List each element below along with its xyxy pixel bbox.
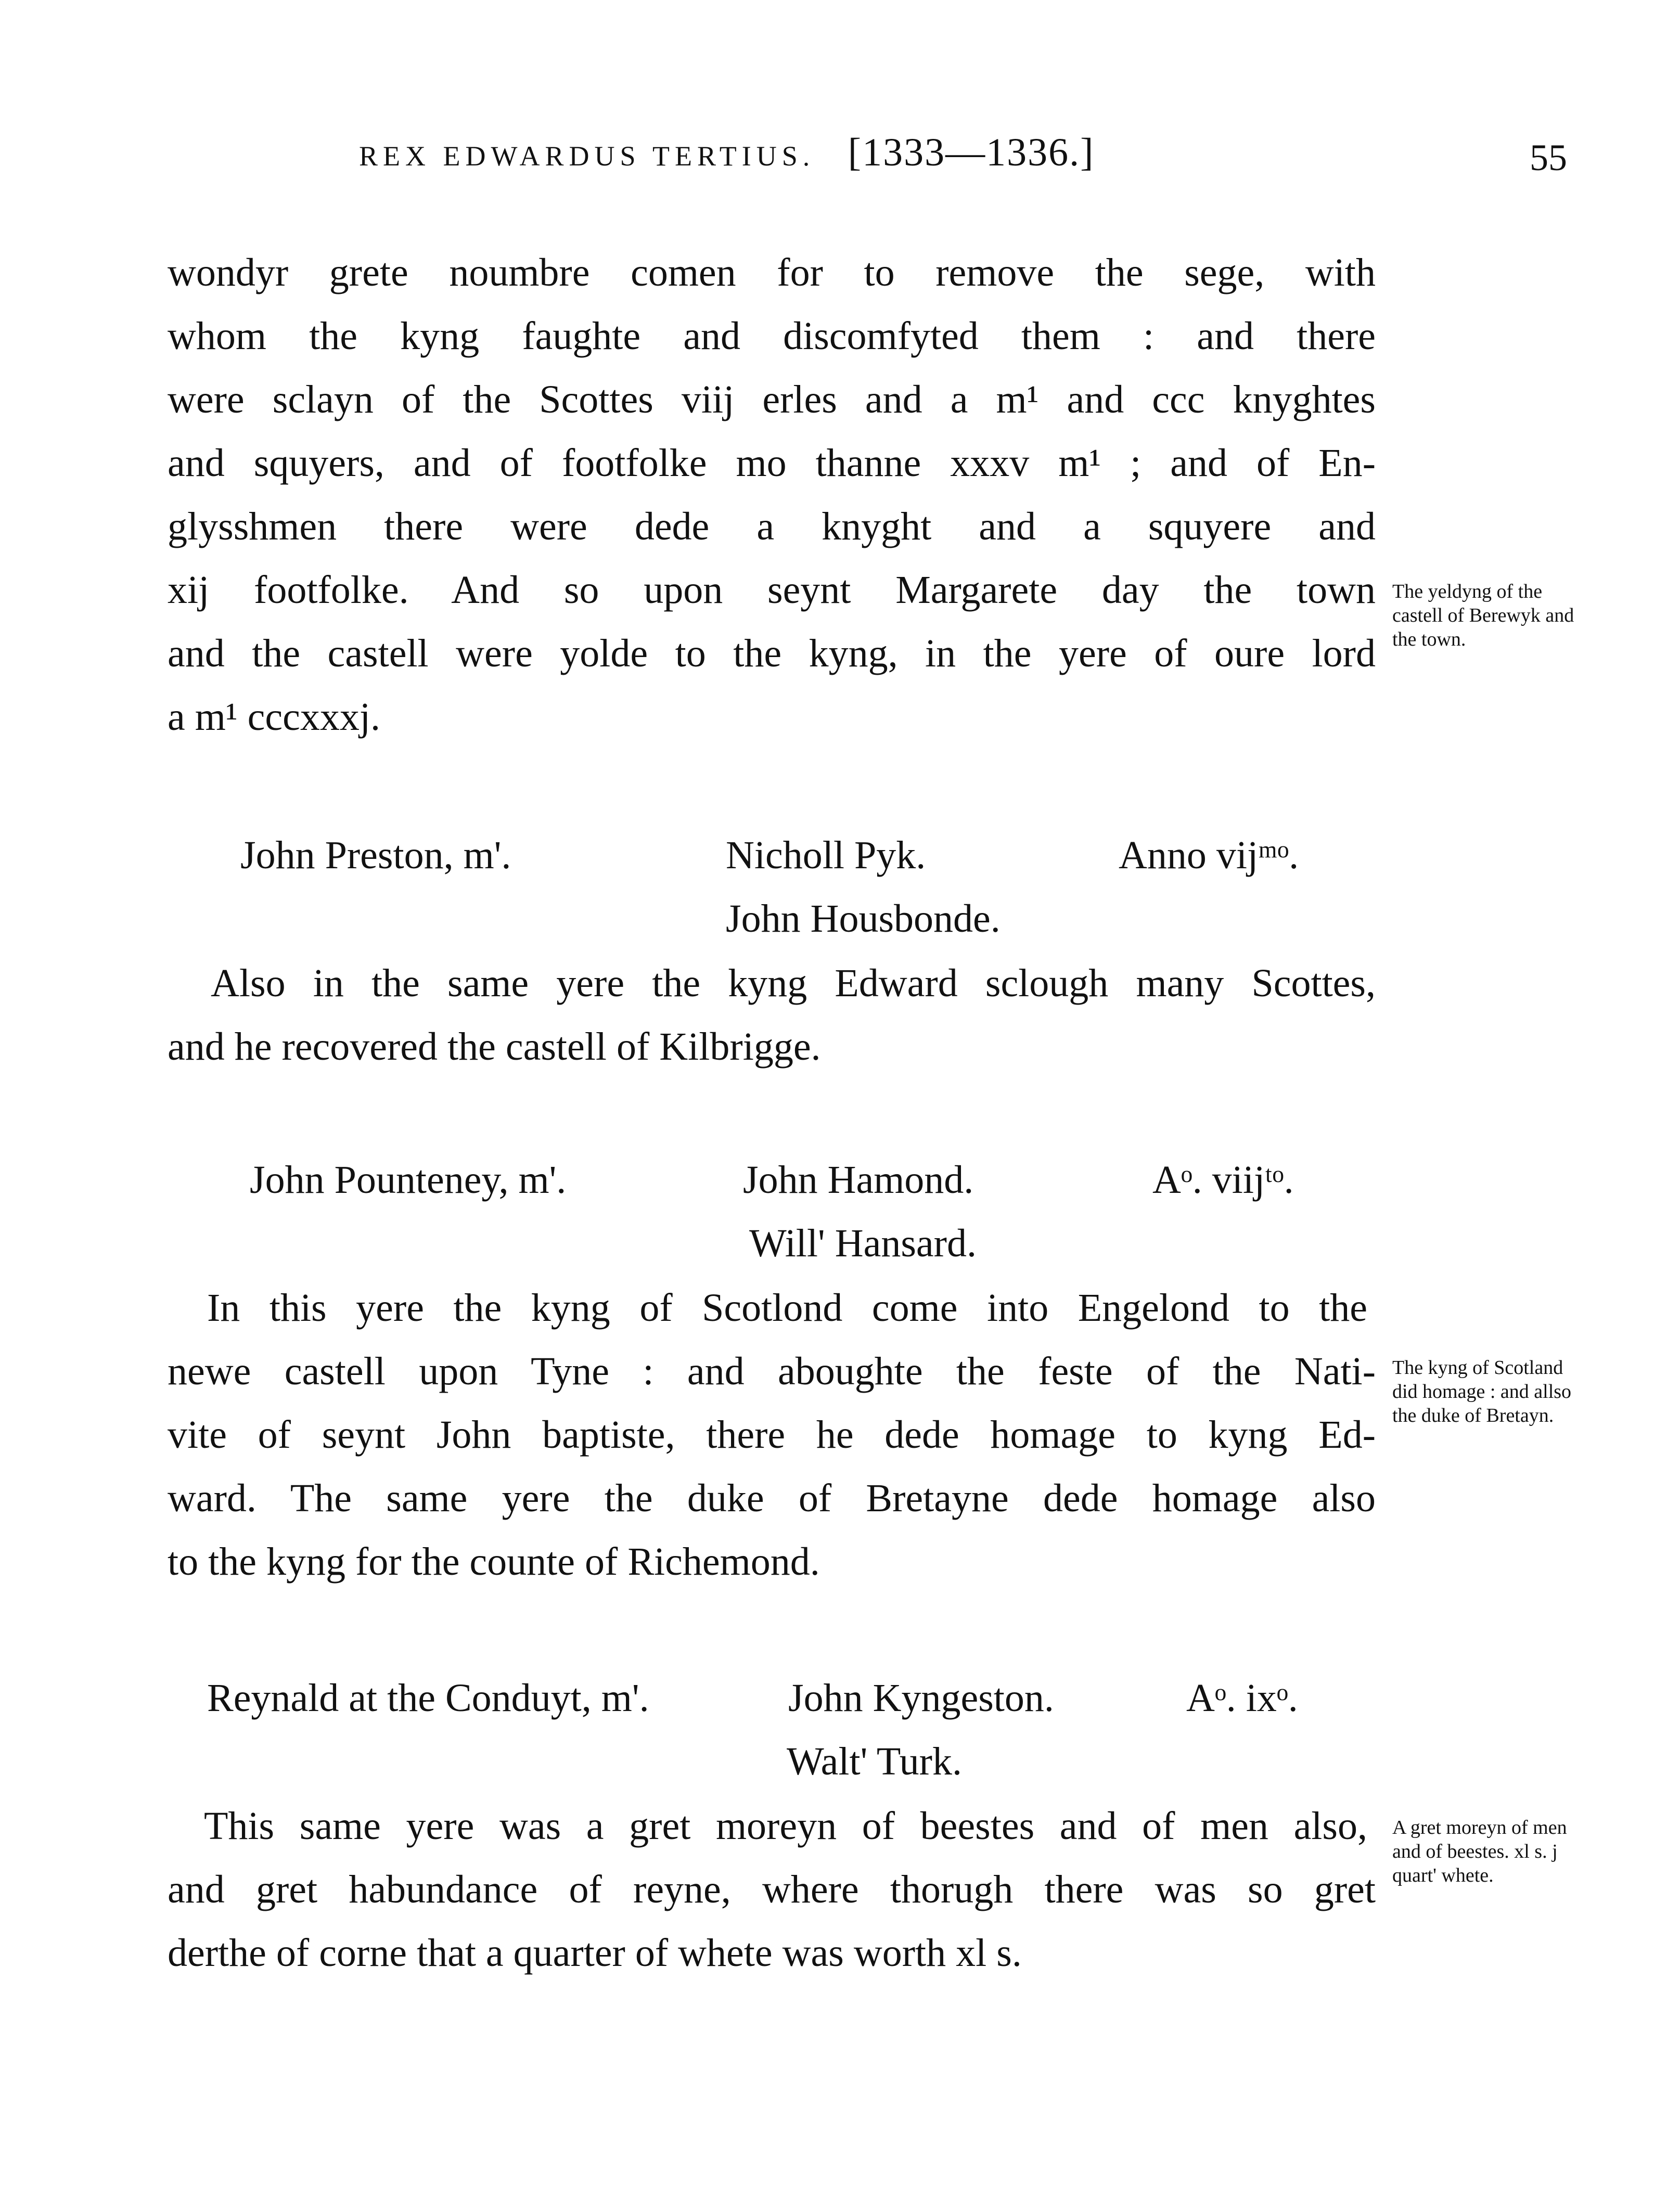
text-line: newe castell upon Tyne : and aboughte the feste of the Nati- xyxy=(168,1349,1376,1393)
text-line: glysshmen there were dede a knyght and a squyere and xyxy=(168,505,1376,548)
text-line: and gret habundance of reyne, where thorugh there was so gret xyxy=(168,1868,1376,1911)
regnal-year: Aᵒ. ixᵒ. xyxy=(1186,1676,1298,1720)
text-line: vite of seynt John baptiste, there he dede homage to kyng Ed- xyxy=(168,1413,1376,1457)
regnal-year: Anno vijᵐᵒ. xyxy=(1119,833,1299,877)
marginal-note: The yeldyng of the castell of Berewyk and the town. xyxy=(1392,581,1574,650)
text-line: In this yere the kyng of Scotlond come into Engelond to the xyxy=(207,1286,1367,1330)
running-header xyxy=(359,130,1243,187)
text-line: Also in the same yere the kyng Edward sclough many Scottes, xyxy=(211,961,1376,1005)
header-years: [1333—1336.] xyxy=(848,131,1095,174)
running-title: REX EDWARDUS TERTIUS. xyxy=(359,140,815,172)
page-number: 55 xyxy=(1530,137,1567,178)
text-line: were sclayn of the Scottes viij erles and a m¹ and ccc knyghtes xyxy=(168,378,1376,421)
text-line-last: and he recovered the castell of Kilbrigge. xyxy=(168,1025,821,1069)
text-line: ward. The same yere the duke of Bretayne dede homage also xyxy=(168,1476,1376,1520)
mayor-name: John Preston, m'. xyxy=(240,833,511,877)
sheriff-name: Will' Hansard. xyxy=(749,1221,977,1265)
text-line-last: a m¹ cccxxxj. xyxy=(168,695,380,739)
sheriff-name: Walt' Turk. xyxy=(787,1740,962,1783)
text-line-last: derthe of corne that a quarter of whete was worth xl s. xyxy=(168,1931,1022,1975)
sheriff-name: Nicholl Pyk. xyxy=(726,833,926,877)
mayor-name: Reynald at the Conduyt, m'. xyxy=(207,1676,649,1720)
sheriff-name: John Housbonde. xyxy=(726,897,1001,941)
sheriff-name: John Hamond. xyxy=(743,1158,974,1202)
text-line: and squyers, and of footfolke mo thanne xxxv m¹ ; and of En- xyxy=(168,441,1376,485)
mayor-name: John Pounteney, m'. xyxy=(250,1158,567,1202)
text-line: and the castell were yolde to the kyng, in the yere of oure lord xyxy=(168,632,1376,675)
sheriff-name: John Kyngeston. xyxy=(788,1676,1054,1720)
text-line: xij footfolke. And so upon seynt Margarete day the town xyxy=(168,568,1376,612)
text-line: wondyr grete noumbre comen for to remove the sege, with xyxy=(168,251,1376,294)
marginal-note: The kyng of Scotland did homage : and allso the duke of Bretayn. xyxy=(1392,1357,1572,1426)
text-line: whom the kyng faughte and discomfyted them : and there xyxy=(168,314,1376,358)
text-line-last: to the kyng for the counte of Richemond. xyxy=(168,1540,820,1584)
regnal-year: Aᵒ. viijᵗᵒ. xyxy=(1152,1158,1294,1202)
text-line: This same yere was a gret moreyn of beestes and of men also, xyxy=(204,1804,1367,1848)
marginal-note: A gret moreyn of men and of beestes. xl s. j quart' whete. xyxy=(1392,1817,1567,1886)
